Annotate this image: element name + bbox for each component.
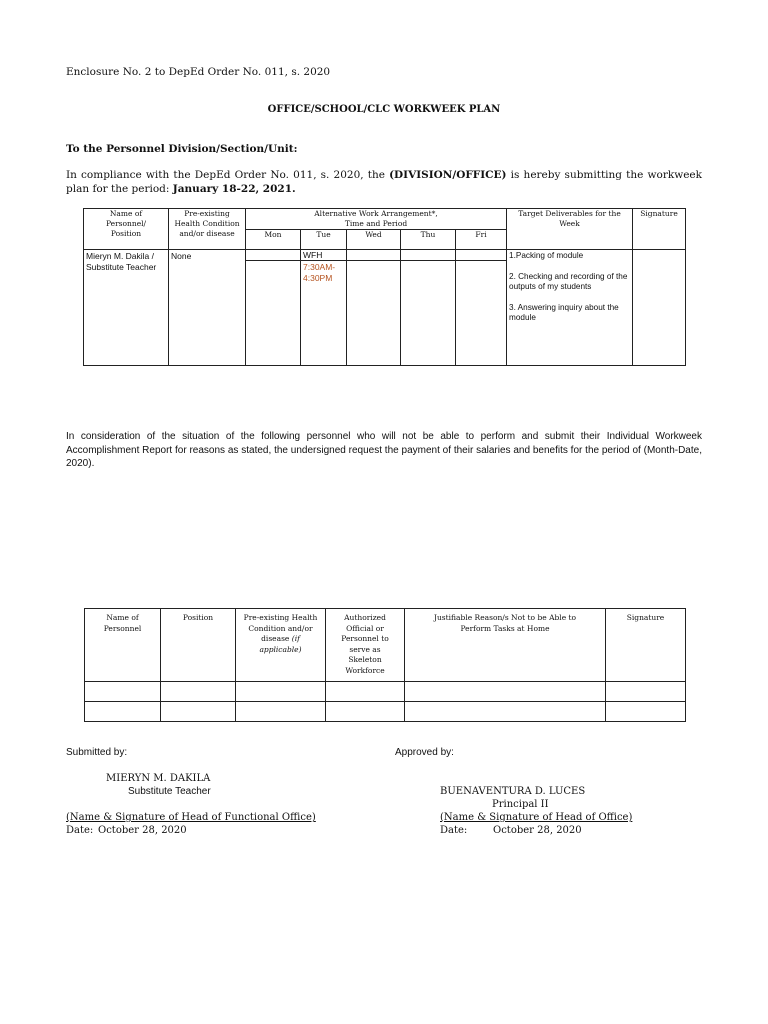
cell-wed [347,250,401,366]
intro-text-1: In compliance with the DepEd Order No. 011, s. 2020, the [66,169,390,181]
cell-personnel-name: Mieryn M. Dakila / Substitute Teacher [84,250,169,366]
empty-cell [236,682,326,702]
header-pre-existing-note: (if applicable) [259,634,302,654]
intro-division: (DIVISION/OFFICE) [389,169,507,181]
intro-paragraph [66,168,702,196]
cell-health-condition: None [169,250,246,366]
document-title: OFFICE/SCHOOL/CLC WORKWEEK PLAN [267,104,501,115]
intro-period: January 18-22, 2021. [172,183,296,195]
submitter-date-label: Date: [66,825,94,836]
workweek-plan-table [83,208,686,366]
header-signature: Signature [606,609,686,682]
empty-cell [161,682,236,702]
empty-cell [236,702,326,722]
empty-cell [606,682,686,702]
submitter-date: October 28, 2020 [98,825,187,836]
empty-cell [405,682,606,702]
approver-name: BUENAVENTURA D. LUCES [440,786,586,797]
deliverable-item: 3. Answering inquiry about the module [509,302,619,322]
header-day-mon: Mon [246,230,301,250]
approved-by-label: Approved by: [395,747,454,758]
cell-tue-time: 7:30AM-4:30PM [303,262,336,283]
empty-cell [326,682,405,702]
cell-tue [301,250,347,366]
empty-cell [405,702,606,722]
approver-date: October 28, 2020 [493,825,582,836]
empty-cell [161,702,236,722]
header-deliverables: Target Deliverables for the Week [507,209,633,250]
absence-table [84,608,686,722]
empty-cell [606,702,686,722]
submitter-name: MIERYN M. DAKILA [106,773,211,784]
header-pre-existing-text: Pre-existing Health Condition and/or disease [243,613,318,643]
cell-fri [456,250,507,366]
approver-date-label: Date: [440,825,468,836]
header-authorized-official: Authorized Official or Personnel to serve as Skeleton Workforce [326,609,405,682]
intro-text-2: is hereby submitting the workweek plan for the period: [66,169,702,195]
approver-position: Principal II [492,799,549,810]
submitter-caption: (Name & Signature of Head of Functional Office) [66,812,316,823]
header-justifiable-reason: Justifiable Reason/s Not to be Able to Perform Tasks at Home [405,609,606,682]
submitter-position: Substitute Teacher [128,786,211,797]
enclosure-note: Enclosure No. 2 to DepEd Order No. 011, s. 2020 [66,66,331,78]
cell-thu [401,250,456,366]
approver-caption: (Name & Signature of Head of Office) [440,812,633,823]
deliverable-item: 2. Checking and recording of the outputs of my students [509,271,628,291]
deliverable-item: 1.Packing of module [509,251,584,260]
header-day-tue: Tue [301,230,347,250]
header-health-condition: Pre-existing Health Condition and/or disease [169,209,246,250]
empty-cell [85,682,161,702]
header-personnel-name: Name of Personnel [85,609,161,682]
cell-mon [246,250,301,366]
header-day-wed: Wed [347,230,401,250]
cell-tue-mode: WFH [301,250,346,261]
header-pre-existing [236,609,326,682]
header-work-arrangement: Alternative Work Arrangement*, Time and Period [246,209,507,230]
header-name-position: Name of Personnel/ Position [84,209,169,250]
header-day-fri: Fri [456,230,507,250]
consideration-paragraph: In consideration of the situation of the following personnel who will not be able to perform and submit their Individual Workweek Accomplishment Report for reasons as stated, the undersigned request the payment of their salaries and benefits for the period of (Month-Date, 2020). [66,431,702,469]
cell-signature [633,250,686,366]
header-position: Position [161,609,236,682]
header-signature: Signature [633,209,686,250]
cell-deliverables [507,250,633,366]
addressee-line: To the Personnel Division/Section/Unit: [66,143,298,155]
empty-cell [85,702,161,722]
submitted-by-label: Submitted by: [66,747,128,758]
empty-cell [326,702,405,722]
header-day-thu: Thu [401,230,456,250]
